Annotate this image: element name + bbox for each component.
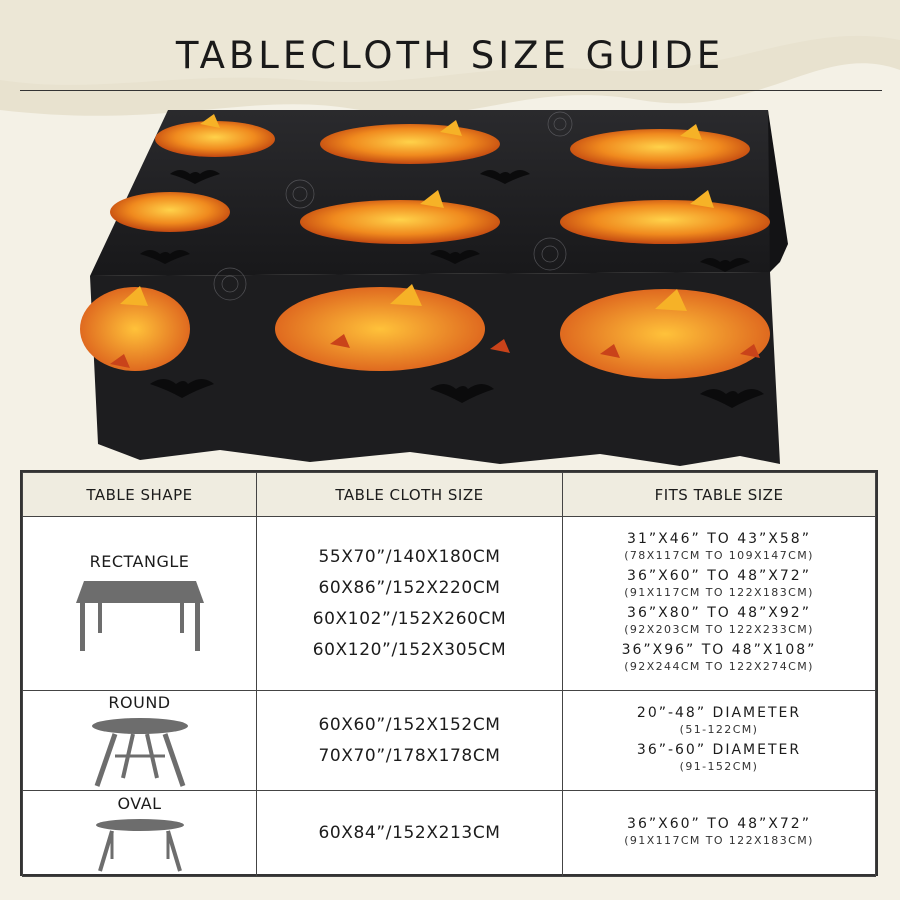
- shape-name-round: ROUND: [108, 693, 171, 712]
- fit-size: 36”X60” TO 48”X72”: [627, 567, 811, 584]
- cloth-size-cell-rectangle: [257, 517, 563, 691]
- header-table-shape: TABLE SHAPE: [23, 473, 257, 517]
- fit-size-metric: (91X117CM TO 122X183CM): [624, 585, 814, 599]
- fit-size-metric: (92X203CM TO 122X233CM): [624, 622, 814, 636]
- header-table-cloth-size: TABLE CLOTH SIZE: [257, 473, 563, 517]
- fit-size-cell-rectangle: [563, 517, 876, 691]
- cloth-size: 55X70”/140X180CM: [318, 546, 501, 567]
- cloth-size: 60X102”/152X260CM: [312, 608, 507, 629]
- fit-size-metric: (92X244CM TO 122X274CM): [624, 659, 814, 673]
- fit-size: 20”-48” DIAMETER: [636, 704, 802, 721]
- fit-size: 36”X80” TO 48”X92”: [627, 604, 811, 621]
- fit-size: 36”X60” TO 48”X72”: [627, 816, 811, 832]
- table-row: [23, 517, 876, 691]
- shape-name-oval: OVAL: [117, 794, 162, 813]
- cloth-size: 70X70”/178X178CM: [318, 745, 501, 766]
- round-table-icon: [85, 716, 195, 788]
- fit-size: 36”X96” TO 48”X108”: [621, 641, 817, 658]
- size-guide-table: [20, 470, 878, 876]
- cloth-size: 60X120”/152X305CM: [312, 639, 507, 660]
- cloth-size-cell-oval: [257, 791, 563, 877]
- fit-size-cell-oval: [563, 791, 876, 877]
- fit-size-metric: (91X117CM TO 122X183CM): [624, 834, 814, 847]
- fit-size-metric: (91-152CM): [679, 759, 759, 773]
- fit-size-metric: (78X117CM TO 109X147CM): [624, 548, 814, 562]
- tablecloth-illustration: [80, 104, 800, 474]
- header-fits-table-size: FITS TABLE SIZE: [563, 473, 876, 517]
- cloth-size: 60X84”/152X213CM: [318, 823, 501, 843]
- shape-name-rectangle: RECTANGLE: [89, 552, 190, 571]
- fit-size: 36”-60” DIAMETER: [636, 741, 802, 758]
- rectangle-table-icon: [70, 575, 210, 655]
- oval-table-icon: [90, 817, 190, 873]
- page-title: TABLECLOTH SIZE GUIDE: [175, 34, 725, 77]
- shape-cell-round: [23, 691, 257, 791]
- cloth-size: 60X60”/152X152CM: [318, 714, 501, 735]
- shape-cell-oval: [23, 791, 257, 877]
- fit-size-metric: (51-122CM): [679, 722, 759, 736]
- title-divider: [20, 90, 882, 91]
- cloth-size: 60X86”/152X220CM: [318, 577, 501, 598]
- fit-size: 31”X46” TO 43”X58”: [627, 530, 811, 547]
- fit-size-cell-round: [563, 691, 876, 791]
- table-row: [23, 691, 876, 791]
- table-row: [23, 791, 876, 877]
- cloth-size-cell-round: [257, 691, 563, 791]
- shape-cell-rectangle: [23, 517, 257, 691]
